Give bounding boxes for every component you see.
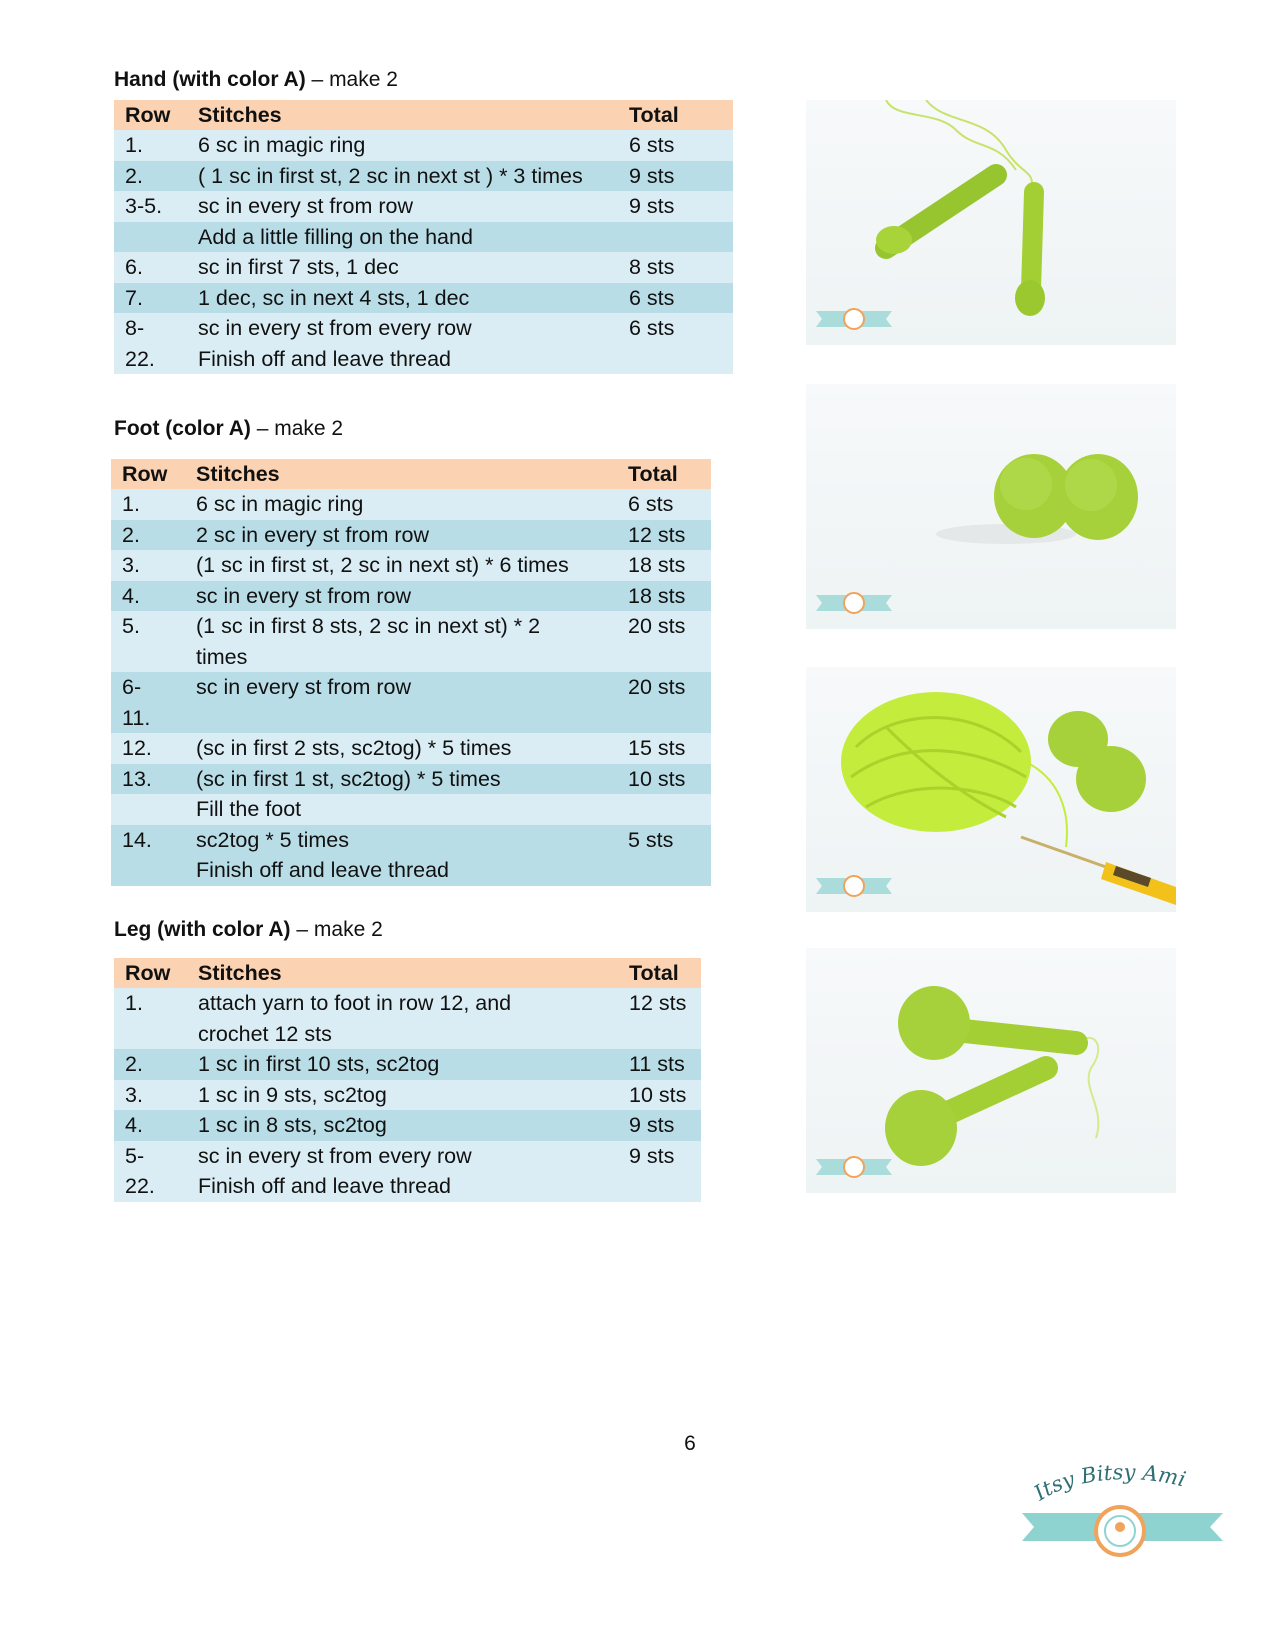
total-cell — [617, 794, 711, 825]
table-row — [111, 581, 711, 612]
row-cell — [114, 1110, 187, 1141]
row-cell — [114, 283, 187, 314]
leg-section-title — [114, 918, 383, 942]
table-row — [111, 611, 711, 672]
legs-photo — [806, 948, 1176, 1193]
stitches-cell — [187, 313, 618, 374]
stitches-cell-line: sc in every st from every row — [198, 1143, 472, 1168]
stitches-cell — [185, 672, 617, 733]
header-total: Total — [618, 958, 701, 988]
stitches-cell-line: 1 sc in 9 sts, sc2tog — [198, 1082, 387, 1107]
stitches-cell — [187, 222, 618, 253]
foot-title-bold: Foot (color A) — [114, 417, 251, 440]
watermark-logo — [814, 295, 894, 335]
stitches-cell-line: 6 sc in magic ring — [198, 133, 366, 157]
row-cell — [111, 581, 185, 612]
row-cell — [111, 550, 185, 581]
stitches-cell-line: 6 sc in magic ring — [196, 492, 364, 516]
stitches-cell-line: Add a little filling on the hand — [198, 224, 473, 249]
total-cell: 20 sts — [617, 672, 711, 733]
leg-title-bold: Leg (with color A) — [114, 918, 291, 941]
header-row: Row — [114, 958, 187, 988]
page-number: 6 — [684, 1432, 696, 1455]
stitches-cell-line: 1 dec, sc in next 4 sts, 1 dec — [198, 285, 470, 310]
table-row — [111, 825, 711, 886]
stitches-cell-line: attach yarn to foot in row 12, and — [198, 991, 512, 1015]
table-row — [111, 794, 711, 825]
total-cell: 9 sts — [618, 161, 733, 192]
total-cell: 15 sts — [617, 733, 711, 764]
row-cell-line: 3. — [125, 1082, 143, 1107]
row-cell-line: 14. — [122, 827, 152, 852]
table-row — [114, 222, 733, 253]
stitches-cell-line: times — [196, 644, 248, 669]
row-cell — [111, 764, 185, 795]
table-row — [114, 161, 733, 192]
stitches-cell-line: 1 sc in 8 sts, sc2tog — [198, 1113, 387, 1137]
stitches-cell — [185, 611, 617, 672]
total-cell — [618, 222, 733, 253]
hand-section-title — [114, 68, 398, 92]
table-row — [114, 1141, 701, 1202]
table-row — [111, 520, 711, 551]
row-cell-line: 2. — [122, 522, 140, 547]
row-cell-line: 1. — [125, 991, 143, 1015]
table-header-row — [114, 100, 733, 130]
stitches-cell-line: sc in first 7 sts, 1 dec — [198, 255, 399, 279]
stitches-cell-line: Fill the foot — [196, 797, 302, 821]
total-cell: 12 sts — [618, 988, 701, 1049]
stitches-cell — [185, 520, 617, 551]
table-row — [114, 1110, 701, 1141]
hands-photo — [806, 100, 1176, 345]
stitches-cell — [187, 283, 618, 314]
total-cell: 5 sts — [617, 825, 711, 886]
stitches-cell — [185, 825, 617, 886]
table-row — [111, 550, 711, 581]
svg-text:Itsy Bitsy Ami: Itsy Bitsy Ami — [1029, 1465, 1189, 1506]
stitches-cell-line: Finish off and leave thread — [198, 346, 451, 371]
row-cell — [111, 520, 185, 551]
table-row — [111, 672, 711, 733]
row-cell-line: 11. — [122, 705, 151, 730]
watermark-logo — [814, 862, 894, 902]
header-total: Total — [617, 459, 711, 489]
header-stitches: Stitches — [187, 100, 618, 130]
total-cell: 9 sts — [618, 191, 733, 222]
stitches-cell-line: sc2tog * 5 times — [196, 827, 349, 852]
total-cell: 20 sts — [617, 611, 711, 672]
row-cell-line: 22. — [125, 346, 155, 371]
stitches-cell-line: 2 sc in every st from row — [196, 522, 429, 547]
row-cell-line: 7. — [125, 285, 143, 310]
row-cell-line: 3-5. — [125, 194, 163, 218]
row-cell-line: 1. — [125, 133, 143, 157]
hand-table — [114, 100, 733, 374]
row-cell — [111, 794, 185, 825]
stitches-cell — [185, 581, 617, 612]
header-row: Row — [111, 459, 185, 489]
feet-photo — [806, 384, 1176, 629]
leg-title-rest: – make 2 — [290, 918, 383, 941]
stitches-cell-line: Finish off and leave thread — [198, 1174, 451, 1198]
total-cell: 12 sts — [617, 520, 711, 551]
row-cell — [111, 672, 185, 733]
row-cell-line: 5. — [122, 614, 140, 638]
leg-table — [114, 958, 701, 1202]
table-row — [111, 733, 711, 764]
row-cell-line: 6- — [122, 675, 142, 699]
table-row — [111, 489, 711, 520]
row-cell — [111, 611, 185, 672]
stitches-cell — [187, 161, 618, 192]
total-cell: 9 sts — [618, 1110, 701, 1141]
row-cell — [114, 313, 187, 374]
stitches-cell-line: sc in every st from row — [196, 675, 412, 699]
hand-title-rest: – make 2 — [305, 68, 398, 91]
leg-crochet-piece — [885, 1068, 1046, 1166]
table-row — [114, 1049, 701, 1080]
stitches-cell-line: crochet 12 sts — [198, 1021, 332, 1046]
total-cell: 6 sts — [618, 313, 733, 374]
foot-section-title — [114, 417, 343, 441]
row-cell-line: 2. — [125, 1052, 143, 1076]
row-cell — [114, 222, 187, 253]
hand-crochet-piece — [876, 175, 996, 254]
row-cell — [114, 988, 187, 1049]
stitches-cell — [185, 489, 617, 520]
stitches-cell-line: (sc in first 2 sts, sc2tog) * 5 times — [196, 736, 512, 760]
total-cell: 9 sts — [618, 1141, 701, 1202]
table-header-row — [114, 958, 701, 988]
yarn-ball — [841, 692, 1031, 832]
table-row — [114, 191, 733, 222]
table-row — [111, 764, 711, 795]
stitches-cell — [185, 764, 617, 795]
row-cell — [114, 161, 187, 192]
stitches-cell — [187, 1080, 618, 1111]
row-cell-line: 1. — [122, 492, 140, 516]
row-cell-line: 13. — [122, 766, 152, 791]
stitches-cell-line: ( 1 sc in first st, 2 sc in next st ) * 3 times — [198, 163, 583, 188]
total-cell: 10 sts — [618, 1080, 701, 1111]
total-cell: 6 sts — [618, 283, 733, 314]
stitches-cell — [187, 988, 618, 1049]
table-row — [114, 283, 733, 314]
watermark-logo — [814, 1143, 894, 1183]
total-cell: 8 sts — [618, 252, 733, 283]
row-cell — [111, 733, 185, 764]
stitches-cell-line: (1 sc in first 8 sts, 2 sc in next st) * 2 — [196, 614, 541, 638]
foot-table — [111, 459, 711, 886]
header-total: Total — [618, 100, 733, 130]
stitches-cell — [187, 130, 618, 161]
table-row — [114, 130, 733, 161]
hand-title-bold: Hand (with color A) — [114, 68, 306, 91]
watermark-logo — [814, 579, 894, 619]
header-stitches: Stitches — [187, 958, 618, 988]
row-cell-line: 8- — [125, 316, 145, 340]
crochet-hook — [1021, 837, 1176, 905]
total-cell: 18 sts — [617, 550, 711, 581]
table-row — [114, 252, 733, 283]
row-cell — [111, 489, 185, 520]
stitches-cell-line: 1 sc in first 10 sts, sc2tog — [198, 1052, 440, 1076]
header-stitches: Stitches — [185, 459, 617, 489]
stitches-cell-line: Finish off and leave thread — [196, 858, 449, 882]
table-header-row — [111, 459, 711, 489]
yarn-photo — [806, 667, 1176, 912]
row-cell — [111, 825, 185, 886]
table-row — [114, 988, 701, 1049]
row-cell — [114, 1141, 187, 1202]
row-cell — [114, 130, 187, 161]
total-cell: 11 sts — [618, 1049, 701, 1080]
foot-crochet-piece — [1048, 711, 1146, 812]
row-cell-line: 5- — [125, 1143, 145, 1168]
stitches-cell — [187, 1110, 618, 1141]
stitches-cell-line: sc in every st from row — [196, 583, 412, 608]
row-cell-line: 22. — [125, 1174, 155, 1198]
row-cell — [114, 1049, 187, 1080]
stitches-cell-line: sc in every st from row — [198, 194, 414, 218]
row-cell-line: 4. — [125, 1113, 143, 1137]
stitches-cell — [187, 252, 618, 283]
header-row: Row — [114, 100, 187, 130]
stitches-cell — [187, 1141, 618, 1202]
foot-crochet-piece — [1058, 454, 1138, 540]
row-cell-line: 6. — [125, 255, 143, 279]
total-cell: 6 sts — [618, 130, 733, 161]
foot-title-rest: – make 2 — [250, 417, 344, 440]
row-cell-line: 4. — [122, 583, 140, 608]
row-cell-line: 3. — [122, 553, 140, 577]
stitches-cell — [187, 1049, 618, 1080]
row-cell — [114, 252, 187, 283]
brand-logo — [1020, 1465, 1225, 1565]
stitches-cell-line: sc in every st from every row — [198, 316, 472, 340]
leg-crochet-piece — [898, 986, 1076, 1060]
stitches-cell — [185, 794, 617, 825]
stitches-cell-line: (sc in first 1 st, sc2tog) * 5 times — [196, 766, 501, 791]
row-cell — [114, 191, 187, 222]
row-cell-line: 2. — [125, 163, 143, 188]
table-row — [114, 313, 733, 374]
stitches-cell — [187, 191, 618, 222]
stitches-cell — [185, 733, 617, 764]
total-cell: 6 sts — [617, 489, 711, 520]
total-cell: 18 sts — [617, 581, 711, 612]
stitches-cell — [185, 550, 617, 581]
total-cell: 10 sts — [617, 764, 711, 795]
row-cell — [114, 1080, 187, 1111]
table-row — [114, 1080, 701, 1111]
hand-crochet-piece — [1015, 192, 1045, 316]
row-cell-line: 12. — [122, 736, 152, 760]
stitches-cell-line: (1 sc in first st, 2 sc in next st) * 6 times — [196, 553, 569, 577]
